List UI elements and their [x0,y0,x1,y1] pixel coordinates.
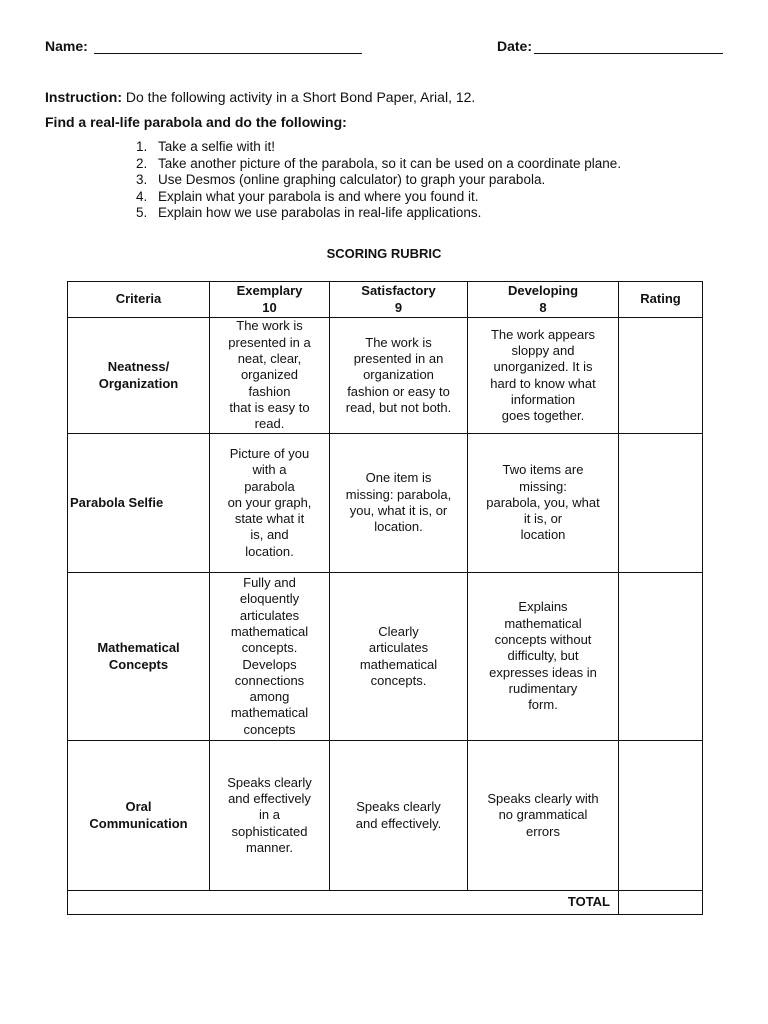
task-heading: Find a real-life parabola and do the following: [45,114,347,130]
table-row [68,573,703,741]
name-label: Name: [45,38,88,54]
developing-cell: Explains mathematical concepts without difficulty, but expresses ideas in rudimentary form. [468,573,619,741]
rating-cell[interactable] [619,573,703,741]
exemplary-cell: Fully and eloquently articulates mathematical concepts. Develops connections among mathematical concepts [210,573,330,741]
list-item [136,205,621,222]
list-item [136,172,621,189]
total-row [68,891,703,915]
developing-cell: Speaks clearly with no grammatical errors [468,741,619,891]
satisfactory-cell: Speaks clearly and effectively. [330,741,468,891]
satisfactory-cell: Clearly articulates mathematical concepts. [330,573,468,741]
instruction-label: Instruction: [45,89,122,105]
instruction-text: Do the following activity in a Short Bond Paper, Arial, 12. [122,89,476,105]
scoring-rubric-table [67,281,703,915]
rating-cell[interactable] [619,318,703,434]
rating-cell[interactable] [619,741,703,891]
satisfactory-cell: The work is presented in an organization fashion or easy to read, but not both. [330,318,468,434]
criteria-cell: Neatness/ Organization [68,318,210,434]
step-text: Explain how we use parabolas in real-life applications. [158,205,482,220]
header-developing: Developing 8 [468,282,619,318]
total-value-cell[interactable] [619,891,703,915]
steps-list [136,139,621,222]
list-item [136,189,621,206]
rubric-title: SCORING RUBRIC [326,246,442,261]
criteria-cell: Oral Communication [68,741,210,891]
step-number: 4. [136,188,148,204]
table-row [68,434,703,573]
date-label: Date: [497,38,533,54]
header-rating: Rating [619,282,703,318]
header-satisfactory: Satisfactory 9 [330,282,468,318]
header-criteria: Criteria [68,282,210,318]
step-text: Use Desmos (online graphing calculator) to graph your parabola. [158,172,546,187]
step-text: Take another picture of the parabola, so it can be used on a coordinate plane. [158,155,622,171]
step-text: Take a selfie with it! [158,139,276,154]
step-number: 3. [136,172,148,187]
criteria-cell: Mathematical Concepts [68,573,210,741]
satisfactory-cell: One item is missing: parabola, you, what it is, or location. [330,434,468,573]
criteria-cell: Parabola Selfie [68,434,210,573]
name-blank-line [94,53,362,54]
step-number: 5. [136,205,148,220]
developing-cell: The work appears sloppy and unorganized. It is hard to know what information goes together. [468,318,619,434]
exemplary-cell: Picture of you with a parabola on your graph, state what it is, and location. [210,434,330,573]
date-blank-line [534,53,723,54]
step-text: Explain what your parabola is and where you found it. [158,188,479,204]
exemplary-cell: Speaks clearly and effectively in a sophisticated manner. [210,741,330,891]
table-row [68,318,703,434]
developing-cell: Two items are missing: parabola, you, what it is, or location [468,434,619,573]
instruction [45,89,475,105]
table-header-row [68,282,703,318]
header-exemplary: Exemplary 10 [210,282,330,318]
step-number: 1. [136,139,148,154]
rating-cell[interactable] [619,434,703,573]
step-number: 2. [136,155,148,171]
exemplary-cell: The work is presented in a neat, clear, organized fashion that is easy to read. [210,318,330,434]
list-item [136,156,621,173]
total-label: TOTAL [68,891,619,915]
list-item [136,139,621,156]
table-row [68,741,703,891]
